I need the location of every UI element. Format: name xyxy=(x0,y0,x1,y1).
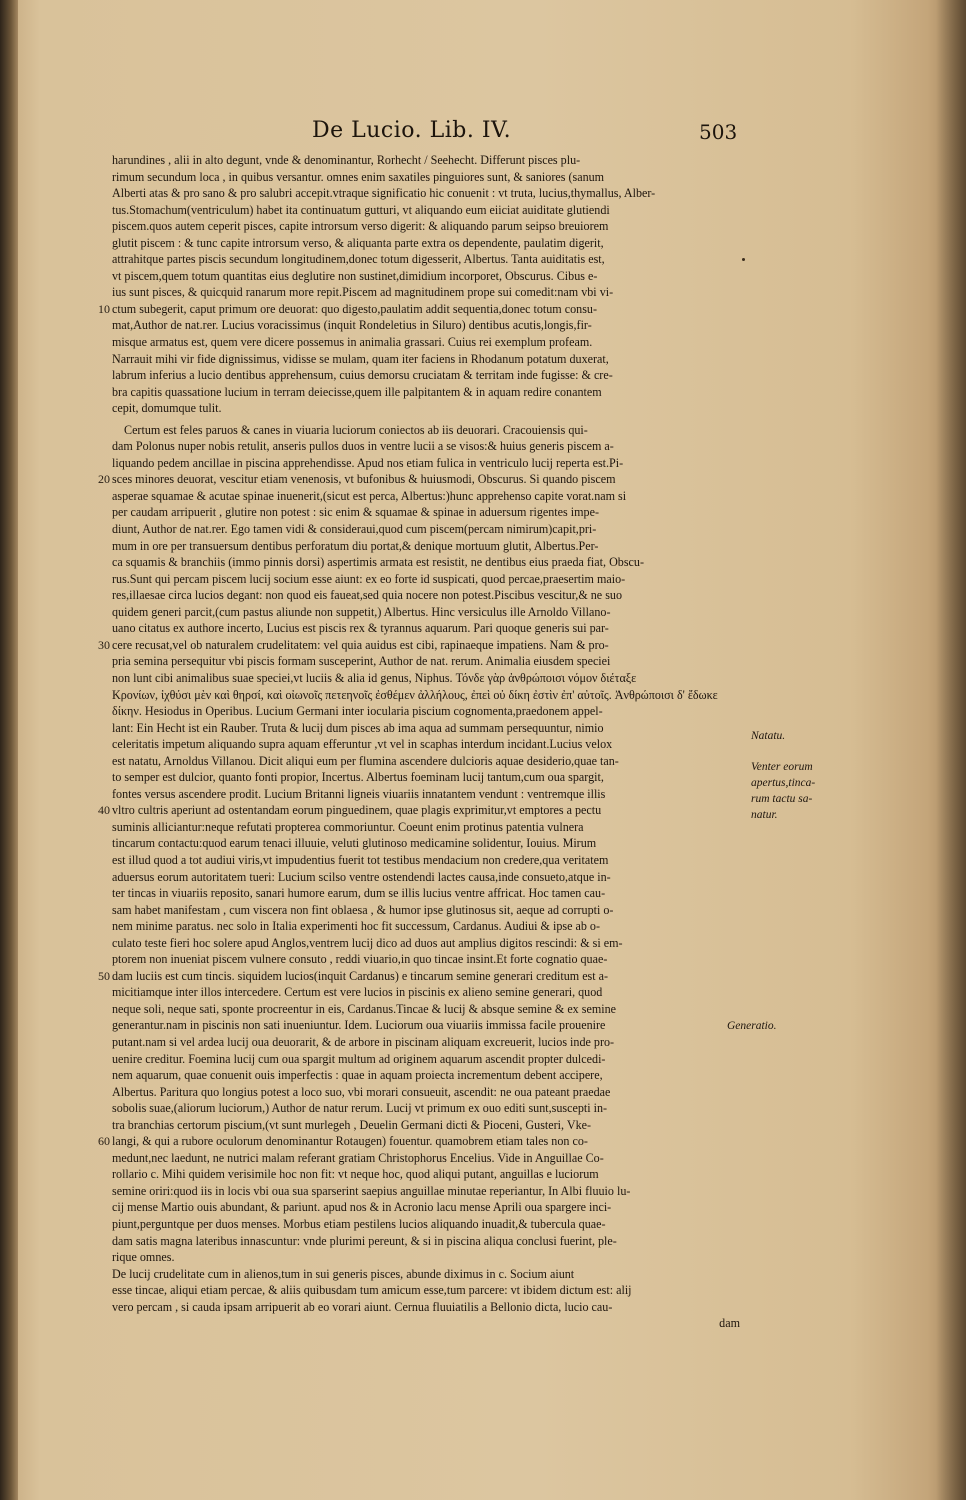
line-number: 20 xyxy=(98,472,110,487)
text-line: Narrauit mihi vir fide dignissimus, vidisse se mulam, quam iter faciens in Rhodanum potatum duxerat, xyxy=(112,351,609,366)
margin-note-line: Generatio. xyxy=(727,1020,777,1032)
text-line: rique omnes. xyxy=(112,1250,175,1265)
text-line: mum in ore per transuersum dentibus perforatum diu portat,& denique mortuum glutit, Albertus.Per- xyxy=(112,538,599,553)
text-line: ptorem non inueniat piscem vulnere consuto , reddi viuario,in quo tincae insint.Et forte cognatio quae- xyxy=(112,952,608,967)
line-number: 10 xyxy=(98,301,110,316)
text-line: micitiamque inter illos intercedere. Certum est vere lucios in piscinis ex alieno semine generari, quod xyxy=(112,985,603,1000)
line-number: 50 xyxy=(98,968,110,983)
text-line: asperae squamae & acutae spinae inuenerit,(sicut est perca, Albertus:)hunc apprehenso capite vorat.nam si xyxy=(112,488,627,503)
text-line: semine oriri:quod iis in locis vbi oua sua sparserint saepius anguillae minutae reperiantur, In Albi fluuio lu- xyxy=(112,1183,631,1198)
text-line: attrahitque partes piscis secundum longitudinem,donec totum digesserit, Albertus. Tanta auiditatis est, xyxy=(112,252,605,267)
page-edge-shadow xyxy=(936,0,966,1500)
margin-note-generatio xyxy=(727,1018,777,1034)
ink-spot xyxy=(742,258,745,261)
text-line: dam satis magna lateribus innascuntur: vnde plurimi pereunt, & si in piscina aliqua conclusi fuerint, ple- xyxy=(112,1233,617,1248)
page-header xyxy=(0,118,966,150)
text-line: diunt, Author de nat.rer. Ego tamen vidi & consideraui,quod cum piscem(percam nimirum)capit,pri- xyxy=(112,522,597,537)
margin-note-line: rum tactu sa- xyxy=(751,793,813,805)
text-line: δίκην. Hesiodus in Operibus. Lucium Germani inter iocularia piscium cognomenta,praedonem appel- xyxy=(112,704,603,719)
line-number: 60 xyxy=(98,1134,110,1149)
text-line: bra capitis quassatione lucium in terram deiecisse,quem ille palpitantem & in aquam redire conantem xyxy=(112,384,602,399)
text-line: ca squamis & branchiis (immo pinnis dorsi) aspertimis armata est resistit, ne dentibus eius praeda fiat, Obscu- xyxy=(112,555,645,570)
text-line: lant: Ein Hecht ist ein Rauber. Truta & lucij dum pisces ab ima aqua ad summam persequuntur, nimio xyxy=(112,720,604,735)
text-line: generantur.nam in piscinis non sati inueniuntur. Idem. Luciorum oua viuariis immissa facile prouenire xyxy=(112,1018,606,1033)
text-line: dam Polonus nuper nobis retulit, anseris pullos duos in ventre lucii a se visos:& huius generis piscem a- xyxy=(112,439,614,454)
text-line: harundines , alii in alto degunt, vnde & denominantur, Rorhecht / Seehecht. Differunt pisces plu- xyxy=(112,153,581,167)
text-line: cere recusat,vel ob naturalem crudelitatem: vel quia auidus est cibi, rapinaeque impatiens. Nam & pro- xyxy=(112,637,609,652)
text-line: vltro cultris aperiunt ad ostentandam eorum pinguedinem, quae plagis exprimitur,vt emptores a pectu xyxy=(112,803,602,818)
text-line: Alberti atas & pro sano & pro salubri accepit.vtraque significatio hic conuenit : vt truta, lucius,thymallus, Alber- xyxy=(112,186,656,201)
text-line: aduersus eorum autoritatem tueri: Lucium scilso ventre ostendendi lactes causa,inde consueto,atque in- xyxy=(112,869,611,884)
text-line: misque armatus est, quem vere dicere possemus in animalia grassari. Cuius rei exemplum profeam. xyxy=(112,335,593,350)
text-line: vt piscem,quem totum quantitas eius deglutire non sustinet,dimidium incorporet, Obscurus. Cibus e- xyxy=(112,268,598,283)
text-line: to semper est dulcior, quanto fonti propior, Incertus. Albertus foeminam lucij tantum,cum oua spargit, xyxy=(112,770,604,785)
text-line: sam habet manifestam , cum viscera non fint oblaesa , & humor ipse glutinosus sit, aeque ad corrupti o- xyxy=(112,902,614,917)
text-line: fontes versus ascendere prodit. Lucium Britanni ligneis viuariis innatantem vendunt : ventremque illis xyxy=(112,786,606,801)
text-line: res,illaesae circa lucios degant: non quod eis faueat,sed quia nocere non potest.Piscibus vescitur,& ne suo xyxy=(112,588,622,603)
text-line: culato teste fieri hoc solere apud Anglos,ventrem lucij dico ad duos aut amplius digitos rescindi: & si em- xyxy=(112,935,623,950)
text-line: piunt,perguntque per duos menses. Morbus etiam pestilens lucios aliquando inuadit,& tubercula quae- xyxy=(112,1217,606,1231)
text-line: langi, & qui a rubore oculorum denominantur Rotaugen) fouentur. quamobrem etiam tales non co- xyxy=(112,1134,588,1149)
text-line: dam xyxy=(719,1316,740,1331)
body-text xyxy=(98,152,740,1480)
margin-note-venter xyxy=(751,759,815,823)
text-line: glutit piscem : & tunc capite introrsum verso, & aliquanta parte extra os dependente, paulatim digerit, xyxy=(112,235,604,250)
margin-note-line: natur. xyxy=(751,809,778,821)
text-line: celeritatis impetum aliquando supra aquam efferuntur ,vt vel in scaphas interdum incidant.Lucius velox xyxy=(112,737,613,752)
text-line: quidem generi parcit,(cum pastus aliunde non suppetit,) Albertus. Hinc versiculus ille Arnoldo Villano- xyxy=(112,604,611,619)
text-line: suminis alliciantur:neque refutati propterea commoriuntur. Coeunt enim protinus patentia vulnera xyxy=(112,819,584,834)
text-line: neque soli, neque sati, sponte procreentur in eis, Cardanus.Tincae & lucij & absque semine & ex semine xyxy=(112,1001,617,1016)
text-line: tincarum contactu:quod earum tenaci illuuie, veluti glutinoso medicamine solidentur, Iouius. Mirum xyxy=(112,836,597,851)
text-line: cepit, domumque tulit. xyxy=(112,401,222,416)
text-line: sces minores deuorat, vescitur etiam venenosis, vt bufonibus & huiusmodi, Obscurus. Si quando piscem xyxy=(112,472,616,487)
folio-number: 503 xyxy=(699,120,738,144)
text-line: cij mense Martio ouis abundant, & pariunt. apud nos & in Acronio lacu mense Aprili oua spargere inci- xyxy=(112,1200,612,1215)
text-line: uenire creditur. Foemina lucij cum oua spargit multum ad originem aquarum ascendit propter dulcedi- xyxy=(112,1051,606,1066)
text-line: rollario c. Mihi quidem verisimile hoc non fit: vt neque hoc, quod aliqui putant, anguillas e luciorum xyxy=(112,1167,599,1182)
text-line: ius sunt pisces, & quicquid ranarum more repit.Piscem ad magnitudinem prope sui comedit:nam vbi vi- xyxy=(112,285,614,300)
text-line: De lucij crudelitate cum in alienos,tum in sui generis pisces, abunde diximus in c. Socium aiunt xyxy=(112,1266,575,1281)
text-line: uano citatus ex authore incerto, Lucius est piscis rex & tyrannus aquarum. Pari quoque generis sui par- xyxy=(112,621,609,636)
margin-note-line: apertus,tinca- xyxy=(751,777,816,789)
book-binding xyxy=(0,0,18,1500)
text-line: liquando pedem ancillae in piscina apprehendisse. Apud nos etiam fulica in ventriculo lucij reperta est.Pi- xyxy=(112,455,624,470)
text-line: Κρονίων, ἰχθύσι μὲν καὶ θηρσί, καὶ οἰωνοῖς πετεηνοῖς ἐσθέμεν ἀλλήλους, ἐπεὶ οὐ δίκη ἐστὶν ἐπ' αὐτοῖς. Ἀνθρώποισι δ' ἔδωκε xyxy=(112,687,718,702)
margin-note-line: Venter eorum xyxy=(751,761,813,773)
text-line: tus.Stomachum(ventriculum) habet ita continuatum gutturi, vt aliquando eum eiiciat auiditate glutiendi xyxy=(112,202,610,217)
text-line: Albertus. Paritura quo longius potest a loco suo, vbi morari consueuit, ascendit: ne oua pateant praedae xyxy=(112,1084,611,1099)
text-line: est illud quod a tot audiui viris,vt impudentius fuerit tot testibus mendacium non credere,qua veritatem xyxy=(112,852,609,867)
text-line: nem minime paratus. nec solo in Italia experimenti hoc fit successum, Cardanus. Audiui & ipse ab o- xyxy=(112,919,601,934)
margin-note-natatu xyxy=(751,728,785,744)
text-line: medunt,nec laedunt, ne nutrici malam referant gratiam Christophorus Encelius. Vide in Anguillae Co- xyxy=(112,1150,604,1165)
text-line: ter tincas in viuariis reposito, sanari humore earum, dum se illis lucius ventre affricat. Hoc tamen cau- xyxy=(112,886,606,901)
text-line: est natatu, Arnoldus Villanou. Dicit aliqui eum per flumina ascendere dulcioris aquae desiderio,quae tan- xyxy=(112,753,619,768)
text-line: Certum est feles paruos & canes in viuaria luciorum coniectos ab iis deuorari. Cracouiensis qui- xyxy=(124,422,588,437)
text-line: nem aquarum, quae conuenit ouis imperfectis : quae in aquam proiecta incrementum debent accipere, xyxy=(112,1068,603,1083)
text-line: non lunt cibi animalibus suae speciei,vt luciis & alia id genus, Niphus. Τόνδε γὰρ ἀνθρώποισι νόμον διέταξε xyxy=(112,670,637,685)
text-line: ctum subegerit, caput primum ore deuorat: quo digesto,paulatim addit sequentia,donec totum consu- xyxy=(112,301,597,316)
margin-note-line: Natatu. xyxy=(751,730,786,742)
text-line: vero percam , si cauda ipsam arripuerit ab eo vorari aiunt. Cernua fluuiatilis a Bellonio dicta, lucio cau- xyxy=(112,1299,613,1314)
text-line: piscem.quos autem ceperit pisces, capite introrsum verso digerit: & aliquando parum seipso breuiorem xyxy=(112,219,609,234)
text-line: mat,Author de nat.rer. Lucius voracissimus (inquit Rondeletius in Siluro) dentibus acutis,longis,fir- xyxy=(112,318,592,333)
line-number: 30 xyxy=(98,637,110,652)
text-line: sobolis suae,(aliorum luciorum,) Author de natur rerum. Lucij vt primum ex ouo editi sunt,suscepti in- xyxy=(112,1101,608,1116)
text-line: rimum secundum loca , in quibus versantur. omnes enim saxatiles pinguiores sunt, & saniores (sanum xyxy=(112,169,605,184)
text-line: rus.Sunt qui percam piscem lucij socium esse aiunt: ex eo forte id suspicati, quod percae,praesertim maio- xyxy=(112,571,626,586)
line-number: 40 xyxy=(98,803,110,818)
text-line: dam luciis est cum tincis. siquidem lucios(inquit Cardanus) e tincarum semine generari creditum est a- xyxy=(112,968,609,983)
text-line: tra branchias certorum piscium,(vt sunt murlegeh , Deuelin Germani dicti & Pioceni, Gusteri, Vke- xyxy=(112,1117,592,1132)
running-head: De Lucio. Lib. IV. xyxy=(312,118,512,143)
text-line: pria semina persequitur vbi piscis formam susceperint, Author de nat. rerum. Animalia eiusdem speciei xyxy=(112,654,611,669)
text-line: putant.nam si vel ardea lucij oua deuorarit, & de arbore in piscinam aliquam excreuerit, lucios inde pro- xyxy=(112,1034,615,1049)
text-line: per caudam arripuerit , glutire non potest : sic enim & squamae & spinae in aduersum rigentes impe- xyxy=(112,505,599,520)
text-line: labrum inferius a lucio dentibus apprehensum, cuius demorsu cruciatam & territam inde fugisse: & cre- xyxy=(112,368,613,383)
text-line: esse tincae, aliqui etiam percae, & aliis quibusdam tum amicum esse,tum parcere: vt ibidem dictum est: alij xyxy=(112,1283,632,1298)
